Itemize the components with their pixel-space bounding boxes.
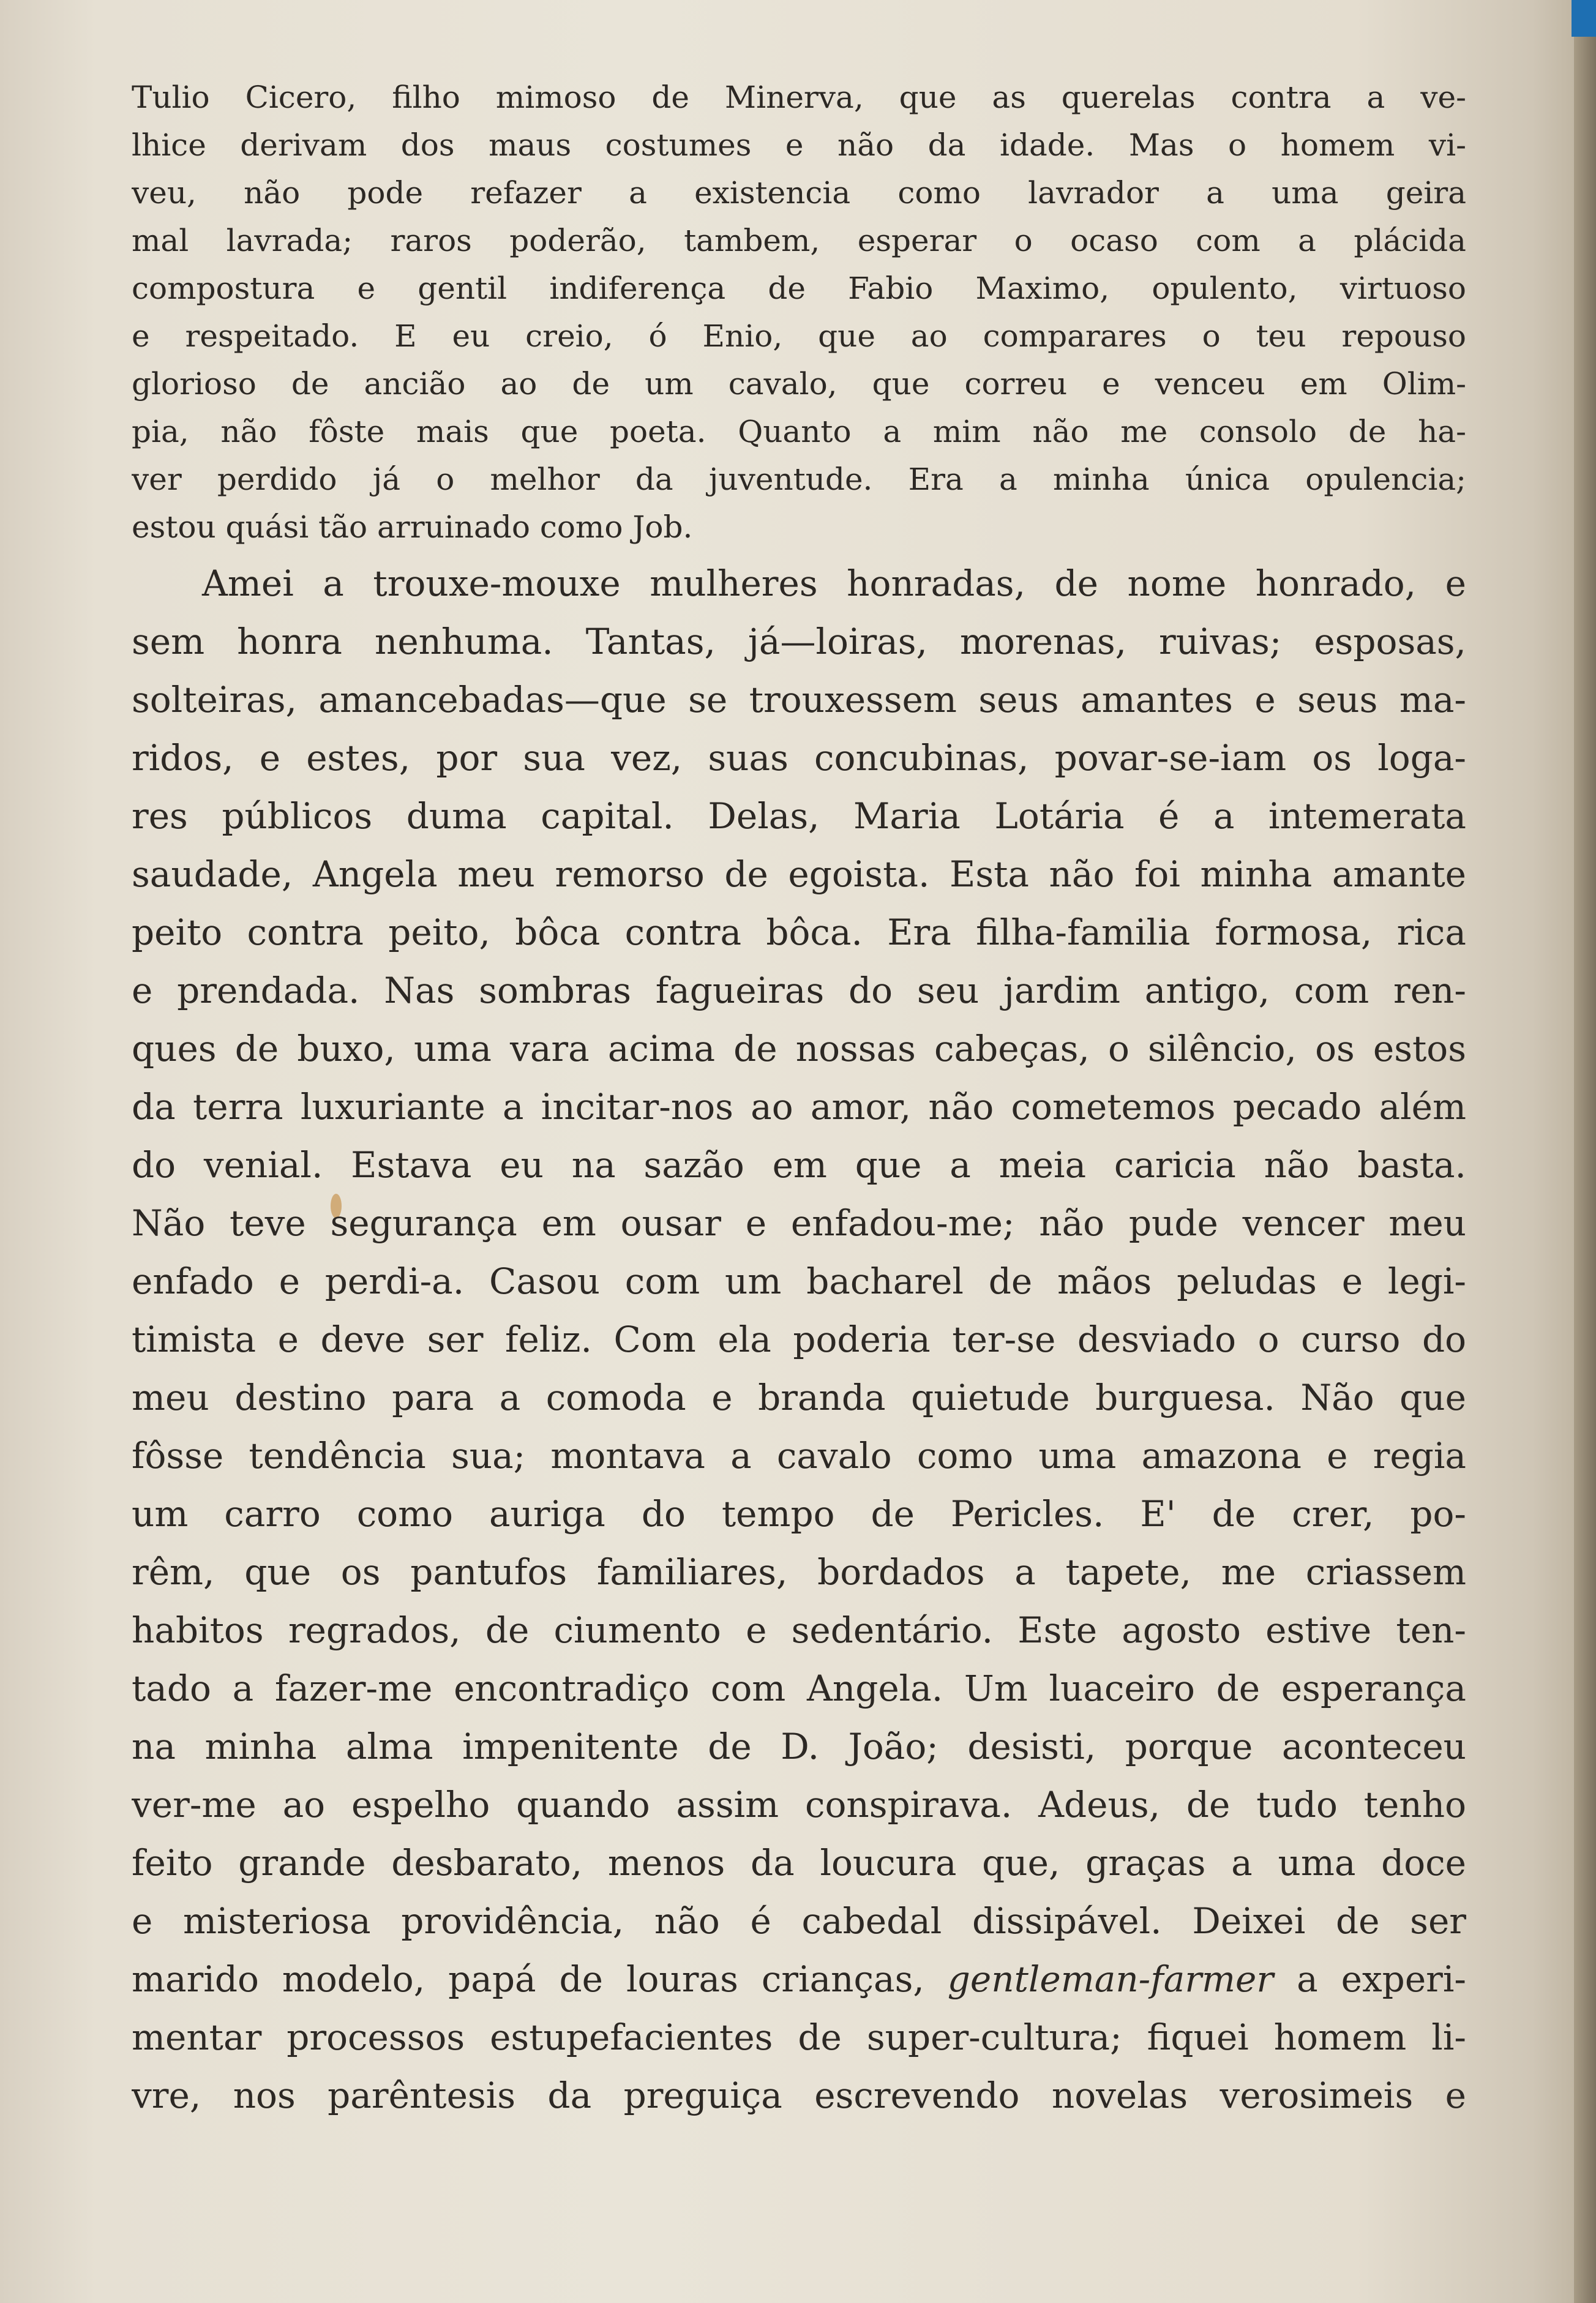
text-line: meu destino para a comoda e branda quietude burguesa. Não que (132, 1377, 1466, 1418)
text-line: peito contra peito, bôca contra bôca. Era filha-familia formosa, rica (132, 912, 1466, 953)
text-line: ver perdido já o melhor da juventude. Era a minha única opulencia; (132, 462, 1466, 497)
text-line: saudade, Angela meu remorso de egoista. Esta não foi minha amante (132, 853, 1466, 895)
text-line: e respeitado. E eu creio, ó Enio, que ao comparares o teu repouso (132, 318, 1466, 354)
text-line: da terra luxuriante a incitar-nos ao amor, não cometemos pecado além (132, 1086, 1466, 1128)
text-line: ques de buxo, uma vara acima de nossas cabeças, o silêncio, os estos (132, 1028, 1466, 1069)
text-line: timista e deve ser feliz. Com ela poderia ter-se desviado o curso do (132, 1319, 1466, 1360)
body-text (132, 73, 1466, 2125)
text-line: glorioso de ancião ao de um cavalo, que correu e venceu em Olim- (132, 366, 1466, 402)
text-line: do venial. Estava eu na sazão em que a meia caricia não basta. (132, 1144, 1466, 1186)
text-line: enfado e perdi-a. Casou com um bacharel de mãos peludas e legi- (132, 1260, 1466, 1302)
paragraph-2 (132, 555, 1466, 2125)
text-line: mentar processos estupefacientes de super-cultura; fiquei homem li- (132, 2017, 1466, 2058)
text-line: sem honra nenhuma. Tantas, já—loiras, morenas, ruivas; esposas, (132, 621, 1466, 662)
text-line-with-italic (132, 1950, 1466, 2009)
text-line: fôsse tendência sua; montava a cavalo como uma amazona e regia (132, 1435, 1466, 1477)
text-line: na minha alma impenitente de D. João; desisti, porque aconteceu (132, 1726, 1466, 1767)
text-line: solteiras, amancebadas—que se trouxessem seus amantes e seus ma- (132, 679, 1466, 721)
text-line: ver-me ao espelho quando assim conspirava. Adeus, de tudo tenho (132, 1784, 1466, 1826)
text-line: Tulio Cicero, filho mimoso de Minerva, que as querelas contra a ve- (132, 80, 1466, 115)
text-line: rêm, que os pantufos familiares, bordados a tapete, me criassem (132, 1551, 1466, 1593)
page-binding-edge (1574, 0, 1596, 2303)
text-line: ridos, e estes, por sua vez, suas concubinas, povar-se-iam os loga- (132, 737, 1466, 779)
text-line: compostura e gentil indiferença de Fabio Maximo, opulento, virtuoso (132, 271, 1466, 306)
text-line: um carro como auriga do tempo de Pericles. E' de crer, po- (132, 1493, 1466, 1535)
text-segment: marido modelo, papá de louras crianças, (132, 1958, 924, 2000)
text-line: veu, não pode refazer a existencia como lavrador a uma geira (132, 175, 1466, 211)
text-line: vre, nos parêntesis da preguiça escrevendo novelas verosimeis e (132, 2075, 1466, 2116)
text-line: tado a fazer-me encontradiço com Angela. Um luaceiro de esperança (132, 1668, 1466, 1709)
text-line: Amei a trouxe-mouxe mulheres honradas, de nome honrado, e (202, 563, 1466, 604)
italic-phrase: gentleman-farmer (947, 1958, 1274, 2000)
text-line: Não teve segurança em ousar e enfadou-me; não pude vencer meu (132, 1202, 1466, 1244)
text-segment: a experi- (1297, 1958, 1466, 2000)
text-line: feito grande desbarato, menos da loucura que, graças a uma doce (132, 1842, 1466, 1884)
text-line: e prendada. Nas sombras fagueiras do seu jardim antigo, com ren- (132, 970, 1466, 1011)
text-line: estou quási tão arruinado como Job. (132, 509, 693, 545)
text-line: lhice derivam dos maus costumes e não da idade. Mas o homem vi- (132, 127, 1466, 163)
paragraph-1 (132, 73, 1466, 551)
text-line: e misteriosa providência, não é cabedal dissipável. Deixei de ser (132, 1900, 1466, 1942)
text-line: habitos regrados, de ciumento e sedentário. Este agosto estive ten- (132, 1609, 1466, 1651)
text-line: mal lavrada; raros poderão, tambem, esperar o ocaso com a plácida (132, 223, 1466, 258)
blue-corner-tab (1572, 0, 1596, 37)
text-line: res públicos duma capital. Delas, Maria Lotária é a intemerata (132, 795, 1466, 837)
text-line: pia, não fôste mais que poeta. Quanto a mim não me consolo de ha- (132, 414, 1466, 449)
